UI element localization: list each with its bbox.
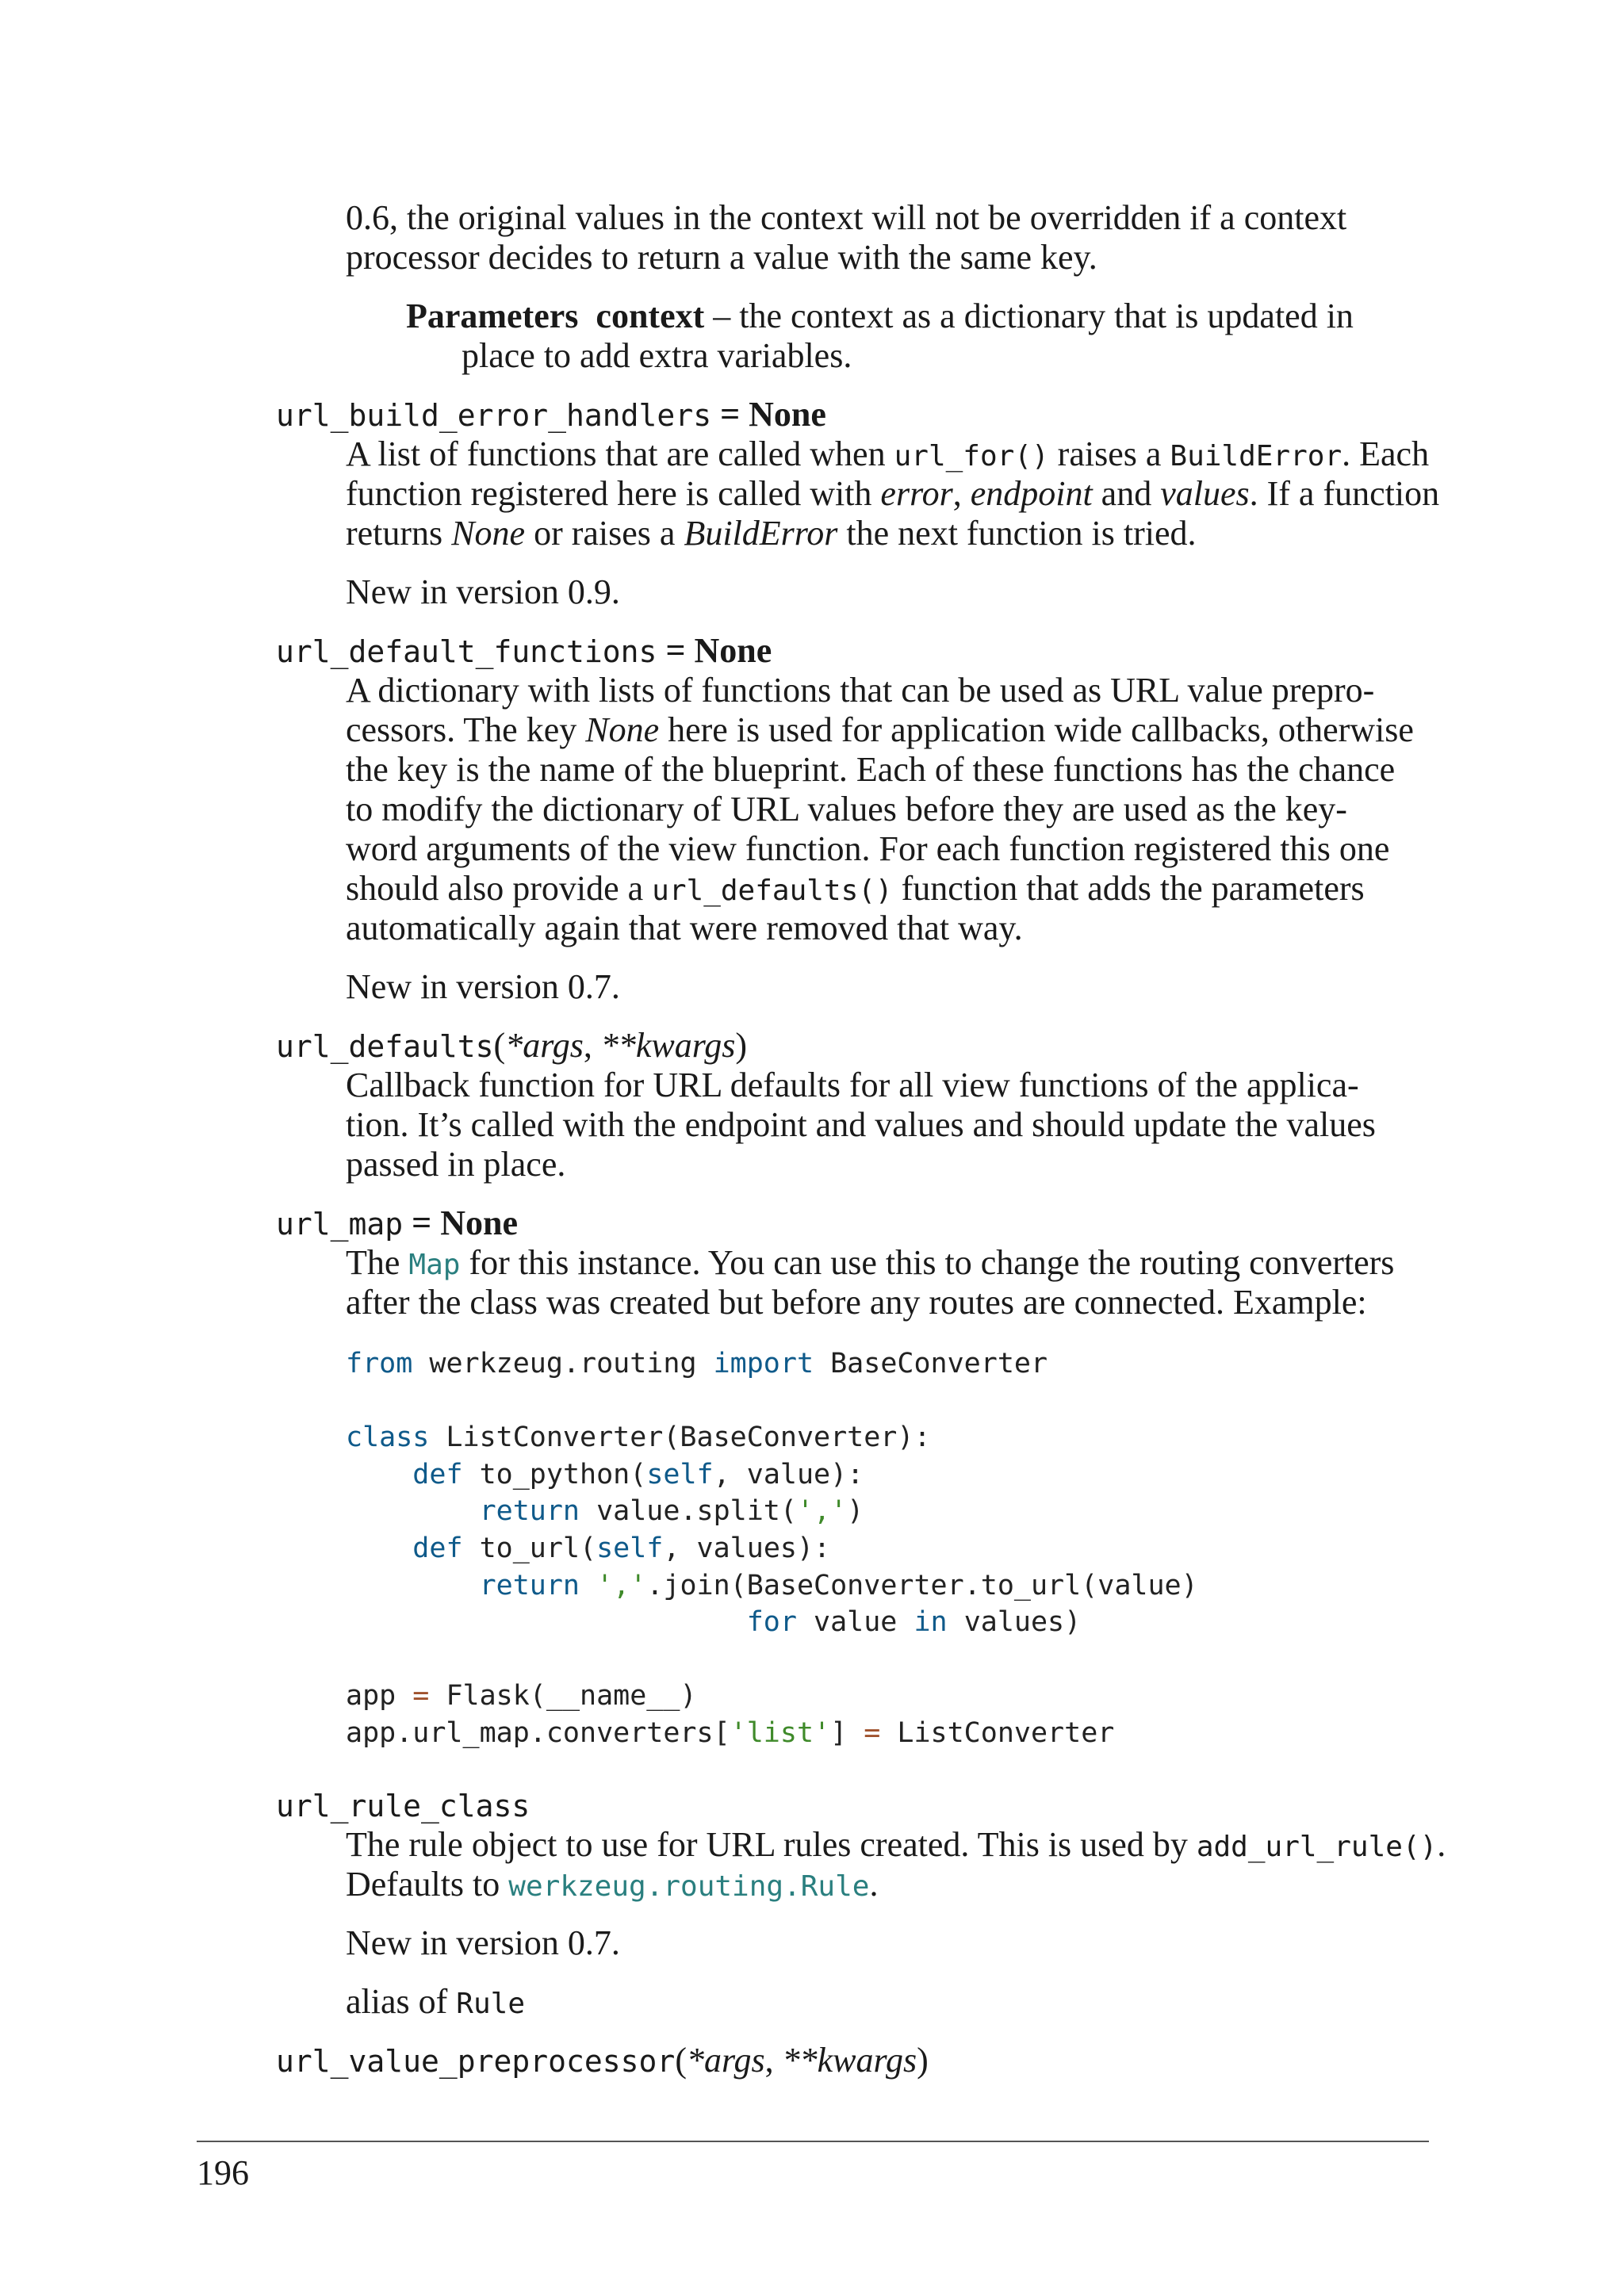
version-text: New in version 0.9.	[346, 572, 620, 611]
desc-line: A list of functions that are called when url_for() raises a BuildError. Each	[346, 434, 1430, 473]
desc-line: function registered here is called with error, endpoint and values. If a function	[346, 474, 1440, 513]
version-note	[346, 572, 1429, 612]
version-text: New in version 0.7.	[346, 967, 620, 1006]
attr-url-rule-class	[276, 1785, 530, 1826]
code-line-blank	[346, 1383, 1429, 1420]
code-line: return ','.join(BaseConverter.to_url(value)	[479, 1569, 1198, 1601]
parameter-name: context	[596, 297, 705, 335]
attr-url-build-error-handlers	[276, 395, 826, 435]
attr-url-default-functions	[276, 631, 772, 672]
desc-line: cessors. The key None here is used for application wide callbacks, otherwise	[346, 710, 1414, 749]
desc-line: automatically again that were removed that way.	[346, 909, 1023, 947]
method-url-value-preprocessor: url_value_preprocessor(*args, **kwargs)	[276, 2041, 929, 2080]
map-link[interactable]: Map	[408, 1249, 461, 1281]
desc-line: to modify the dictionary of URL values before they are used as the key-	[346, 790, 1347, 828]
desc-line: passed in place.	[346, 1145, 566, 1184]
code-line: for value in values)	[746, 1606, 1082, 1639]
parameter-description-line: place to add extra variables.	[462, 336, 852, 375]
url-build-error-handlers-description	[346, 434, 1440, 553]
code-line-blank	[346, 1641, 1429, 1678]
attribute-name: url_build_error_handlers	[276, 398, 712, 433]
code-example	[346, 1345, 1429, 1752]
method-url-defaults: url_defaults(*args, **kwargs)	[276, 1026, 747, 1065]
argument: *args	[686, 2041, 765, 2080]
code-line: app.url_map.converters['list'] = ListConverter	[346, 1716, 1115, 1749]
version-note	[346, 1923, 1429, 1963]
version-note	[346, 967, 1429, 1007]
version-text: New in version 0.7.	[346, 1923, 620, 1962]
url-map-description	[346, 1243, 1429, 1322]
code-ref: Rule	[456, 1988, 525, 2020]
code-ref: add_url_rule()	[1196, 1831, 1438, 1863]
alias-line: alias of Rule	[346, 1982, 525, 2021]
method-name: url_value_preprocessor	[276, 2044, 676, 2079]
equals-sign: =	[657, 631, 695, 670]
desc-line: returns None or raises a BuildError the next function is tried.	[346, 514, 1197, 553]
attribute-name: url_map	[276, 1207, 404, 1242]
alias-note	[346, 1982, 1429, 2022]
equals-sign: =	[711, 395, 749, 434]
desc-line: Callback function for URL defaults for all view functions of the applica-	[346, 1066, 1359, 1104]
desc-line: A dictionary with lists of functions that can be used as URL value prepro-	[346, 671, 1375, 710]
desc-line: tion. It’s called with the endpoint and values and should update the values	[346, 1105, 1376, 1144]
code-line: def to_python(self, value):	[412, 1458, 864, 1490]
desc-line: The rule object to use for URL rules created. This is used by add_url_rule().	[346, 1825, 1446, 1864]
attribute-name: url_default_functions	[276, 634, 657, 669]
argument: *args	[505, 1026, 584, 1065]
argument: **kwargs	[600, 1026, 736, 1065]
code-ref: url_defaults()	[652, 874, 893, 907]
parameters-label: Parameters	[406, 297, 579, 335]
attr-url-map	[276, 1203, 518, 1244]
url-default-functions-description	[346, 671, 1429, 948]
code-line: def to_url(self, values):	[412, 1532, 831, 1564]
code-ref: url_for()	[894, 440, 1049, 473]
code-line: from werkzeug.routing import BaseConverter	[346, 1348, 1048, 1380]
desc-line: Defaults to werkzeug.routing.Rule.	[346, 1865, 879, 1904]
desc-line: after the class was created but before any routes are connected. Example:	[346, 1283, 1367, 1322]
attribute-value: None	[749, 395, 826, 434]
code-line: return value.split(',')	[479, 1495, 864, 1528]
parameters-entry	[406, 297, 1354, 336]
parameter-description: – the context as a dictionary that is updated in	[704, 297, 1354, 335]
attribute-name: url_rule_class	[276, 1789, 530, 1823]
intro-line: processor decides to return a value with the same key.	[346, 238, 1097, 277]
intro-line: 0.6, the original values in the context will not be overridden if a context	[346, 198, 1347, 237]
desc-line: the key is the name of the blueprint. Each of these functions has the chance	[346, 750, 1396, 789]
attribute-value: None	[440, 1203, 519, 1242]
parameters-continuation	[462, 336, 852, 376]
intro-paragraph	[346, 198, 1429, 277]
desc-line: word arguments of the view function. For each function registered this one	[346, 829, 1390, 868]
argument: **kwargs	[782, 2041, 917, 2080]
page-number: 196	[197, 2153, 249, 2192]
attribute-value: None	[694, 631, 772, 670]
url-rule-class-description	[346, 1825, 1446, 1904]
code-line: class ListConverter(BaseConverter):	[346, 1422, 931, 1454]
method-name: url_defaults	[276, 1029, 494, 1064]
equals-sign: =	[403, 1203, 441, 1242]
code-ref: BuildError	[1170, 440, 1342, 473]
rule-link[interactable]: werkzeug.routing.Rule	[508, 1870, 870, 1903]
url-defaults-description	[346, 1066, 1429, 1184]
desc-line: should also provide a url_defaults() function that adds the parameters	[346, 869, 1365, 908]
footer-divider	[197, 2141, 1429, 2142]
desc-line: The Map for this instance. You can use this to change the routing converters	[346, 1243, 1395, 1282]
code-line: app = Flask(__name__)	[346, 1680, 697, 1712]
